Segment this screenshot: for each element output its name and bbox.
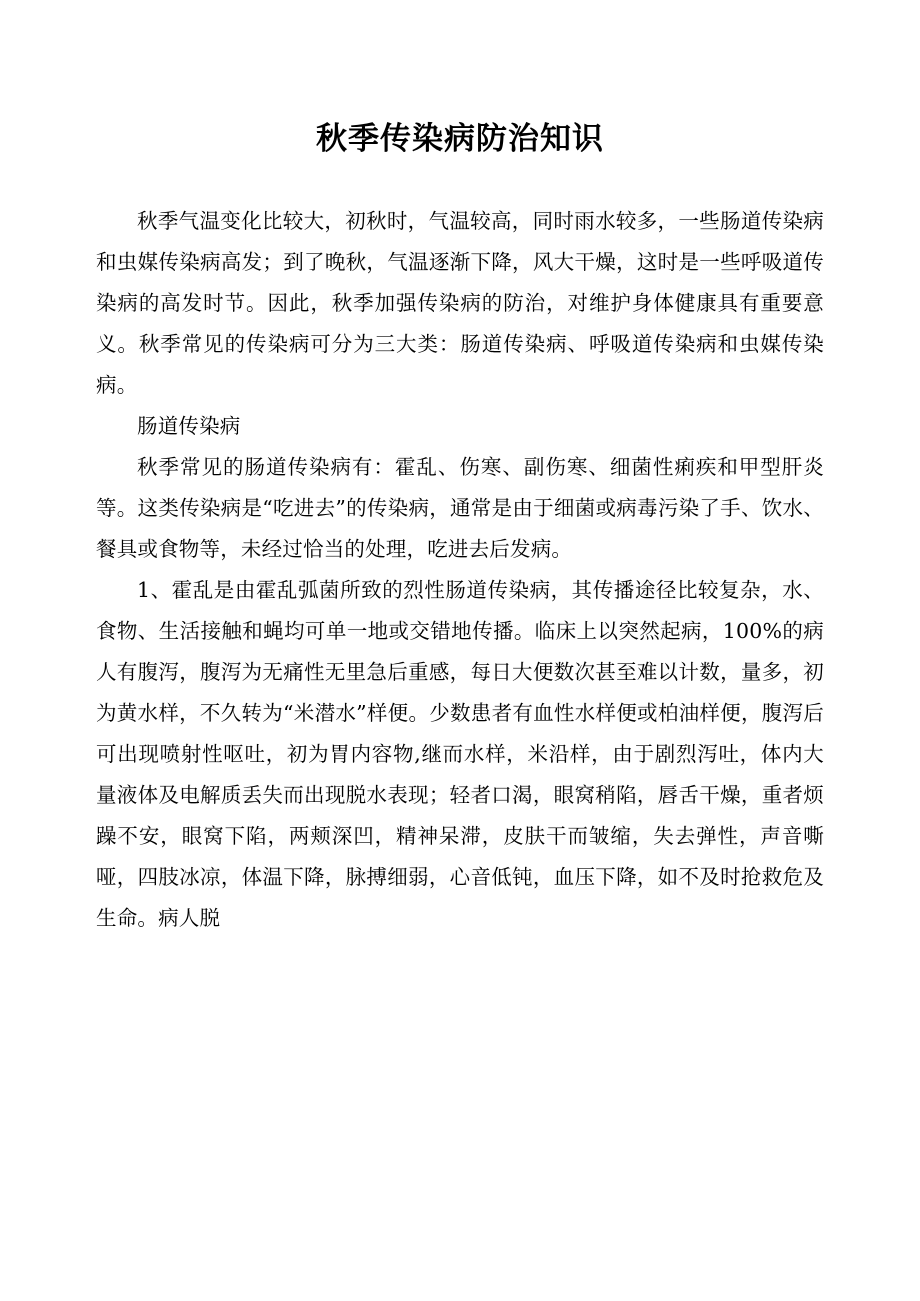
paragraph-cholera: 1、霍乱是由霍乱弧菌所致的烈性肠道传染病，其传播途径比较复杂，水、食物、生活接触和蝇均可单一地或交错地传播。临床上以突然起病，100%的病人有腹泻，腹泻为无痛性无里急后重感，每日大便数次甚至难以计数，量多，初为黄水样，不久转为“米潜水”样便。少数患者有血性水样便或柏油样便，腹泻后可出现喷射性呕吐，初为胃内容物,继而水样，米沿样，由于剧烈泻吐，体内大量液体及电解质丢失而出现脱水表现；轻者口渴，眼窝稍陷，唇舌干燥，重者烦躁不安，眼窝下陷，两颊深凹，精神呆滞，皮肤干而皱缩，失去弹性，声音嘶哑，四肢冰凉，体温下降，脉搏细弱，心音低钝，血压下降，如不及时抢救危及生命。病人脱 — [96, 578, 824, 931]
page-title: 秋季传染病防治知识 — [316, 121, 604, 157]
paragraph-intestinal-diseases: 秋季常见的肠道传染病有：霍乱、伤寒、副伤寒、细菌性痢疾和甲型肝炎等。这类传染病是“吃进去”的传染病，通常是由于细菌或病毒污染了手、饮水、餐具或食物等，未经过恰当的处理，吃进去后发病。 — [96, 455, 824, 562]
paragraph-section-heading: 肠道传染病 — [137, 414, 241, 439]
paragraph-intro: 秋季气温变化比较大，初秋时，气温较高，同时雨水较多，一些肠道传染病和虫媒传染病高发；到了晚秋，气温逐渐下降，风大干燥，这时是一些呼吸道传染病的高发时节。因此，秋季加强传染病的防治，对维护身体健康具有重要意义。秋季常见的传染病可分为三大类：肠道传染病、呼吸道传染病和虫媒传染病。 — [96, 209, 824, 398]
